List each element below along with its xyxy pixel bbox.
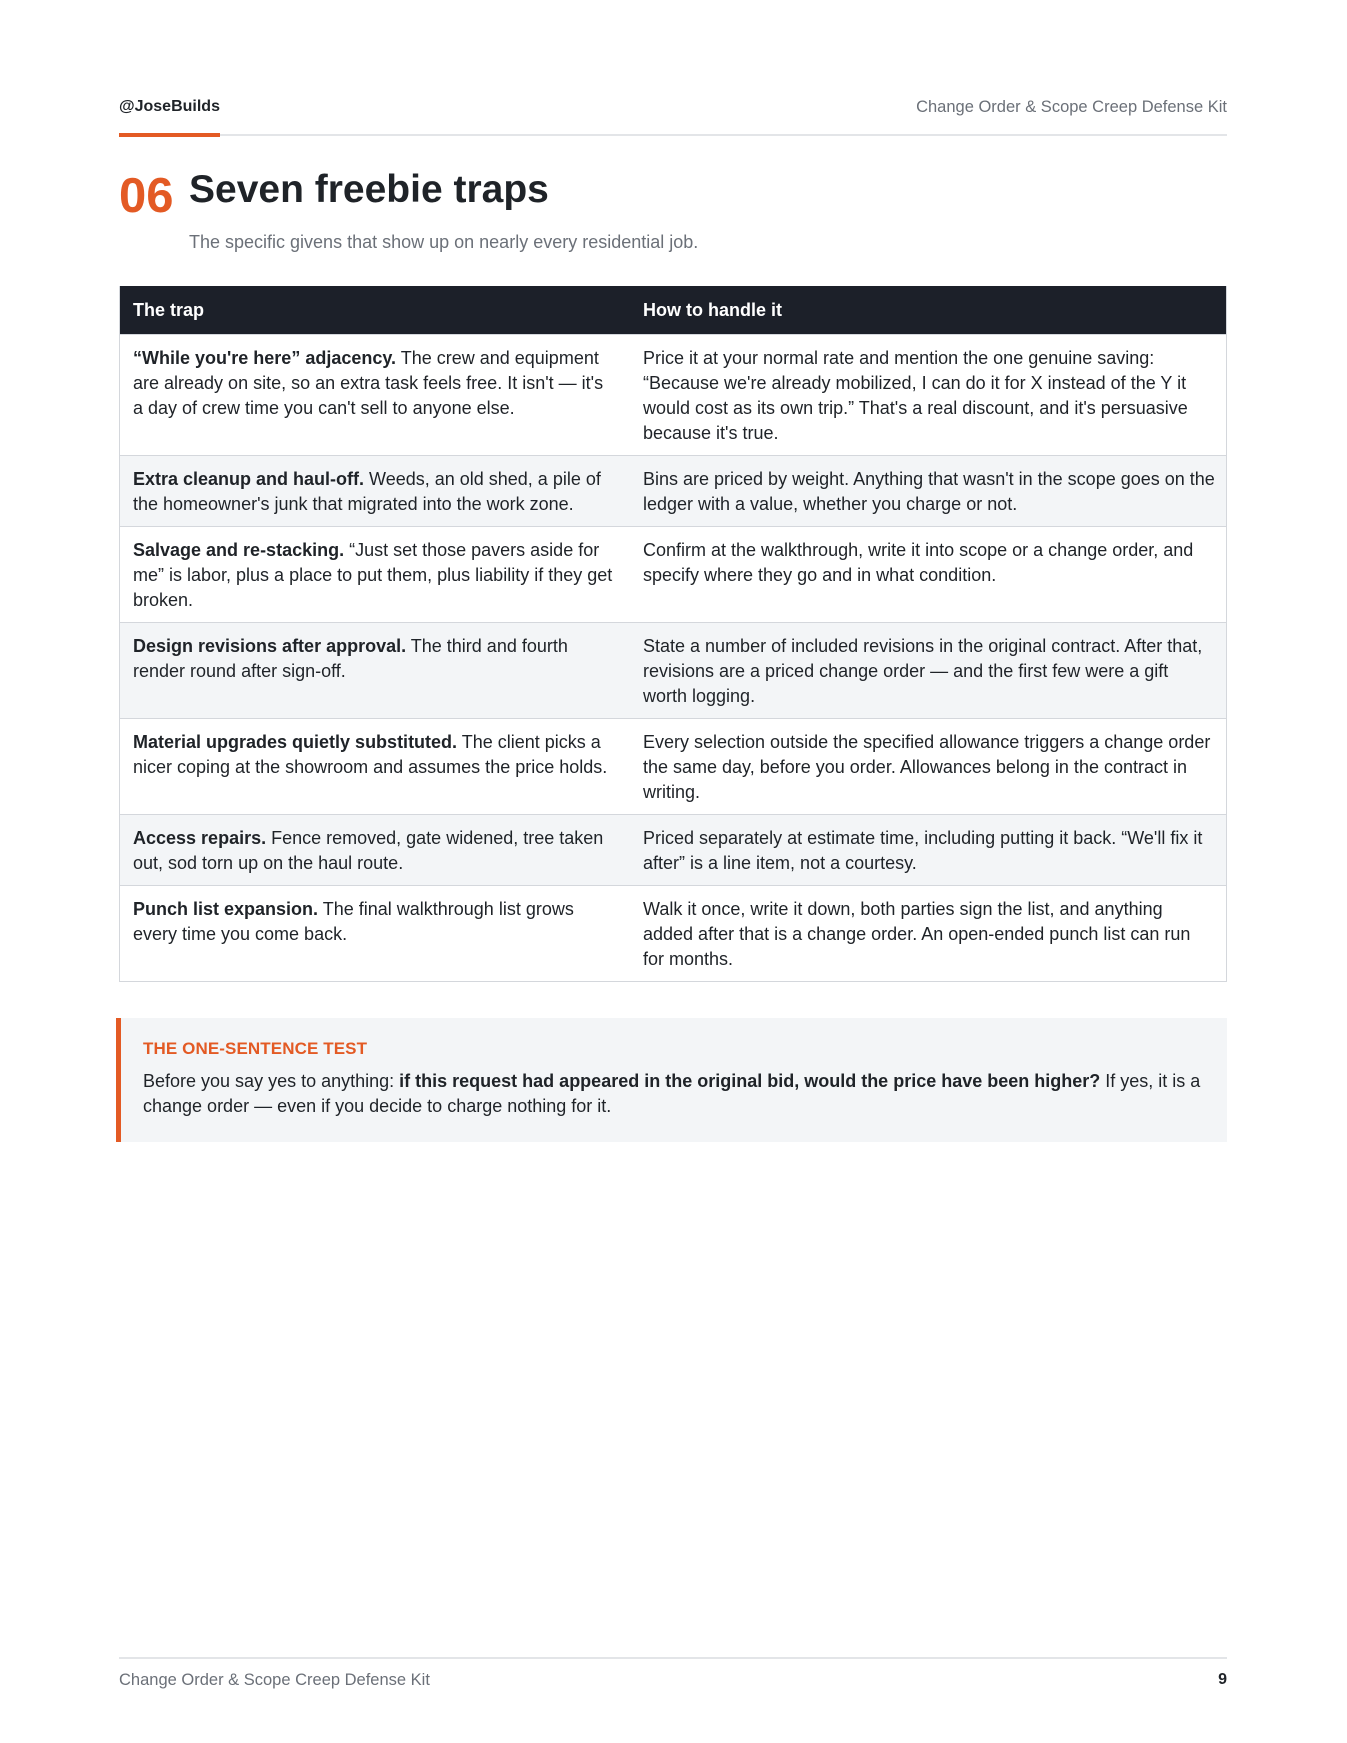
trap-title: Material upgrades quietly substituted.: [133, 732, 458, 752]
section-subtitle: The specific givens that show up on nearly every residential job.: [189, 232, 699, 252]
table-row: [120, 622, 1226, 718]
table-row: [120, 814, 1226, 885]
trap-text: The client picks a nicer coping at the showroom and assumes the price holds.: [133, 732, 608, 777]
trap-title: Salvage and re-stacking.: [133, 540, 345, 560]
trap-cell: [120, 719, 630, 814]
trap-text: The final walkthrough list grows every time you come back.: [133, 899, 574, 944]
handle-cell: Priced separately at estimate time, including putting it back. “We'll fix it after” is a line item, not a courtesy.: [643, 828, 1203, 873]
trap-title: Punch list expansion.: [133, 899, 319, 919]
table-row: [120, 526, 1226, 622]
trap-cell: [120, 815, 630, 885]
trap-title: “While you're here” adjacency.: [133, 348, 397, 368]
callout-outro: If yes, it is a change order — even if you decide to charge nothing for it.: [143, 1071, 1201, 1116]
header-accent-bar: [119, 133, 220, 137]
trap-cell: [120, 623, 630, 718]
table-header: [120, 286, 1226, 334]
trap-cell: [120, 456, 630, 526]
brand-handle: @JoseBuilds: [119, 98, 220, 115]
table-row: [120, 455, 1226, 526]
callout-body: [143, 1069, 1205, 1119]
column-header-handle: How to handle it: [643, 299, 782, 320]
callout-emphasis: if this request had appeared in the original bid, would the price have been higher?: [399, 1071, 1101, 1091]
table-row: [120, 885, 1226, 981]
handle-cell: Every selection outside the specified allowance triggers a change order the same day, before you order. Allowances belong in the contract in writing.: [643, 732, 1211, 802]
footer-doc-title: Change Order & Scope Creep Defense Kit: [119, 1671, 430, 1689]
header-doc-title: Change Order & Scope Creep Defense Kit: [916, 98, 1227, 116]
trap-text: “Just set those pavers aside for me” is labor, plus a place to put them, plus liability if they get broken.: [133, 540, 613, 610]
trap-title: Access repairs.: [133, 828, 267, 848]
trap-text: Weeds, an old shed, a pile of the homeowner's junk that migrated into the work zone.: [133, 469, 601, 514]
page-header: [119, 98, 1227, 136]
handle-cell: Walk it once, write it down, both parties sign the list, and anything added after that is a change order. An open-ended punch list can run for months.: [643, 899, 1191, 969]
trap-title: Extra cleanup and haul-off.: [133, 469, 365, 489]
trap-cell: [120, 335, 630, 455]
trap-title: Design revisions after approval.: [133, 636, 407, 656]
trap-cell: [120, 527, 630, 622]
handle-cell: Bins are priced by weight. Anything that wasn't in the scope goes on the ledger with a value, whether you charge or not.: [643, 469, 1215, 514]
trap-text: The crew and equipment are already on site, so an extra task feels free. It isn't — it's a day of crew time you can't sell to anyone else.: [133, 348, 604, 418]
trap-cell: [120, 886, 630, 981]
callout-intro: Before you say yes to anything:: [143, 1071, 400, 1091]
callout-title: THE ONE-SENTENCE TEST: [143, 1039, 368, 1058]
page-number: 9: [1218, 1671, 1227, 1688]
handle-cell: Confirm at the walkthrough, write it into scope or a change order, and specify where they go and in what condition.: [643, 540, 1194, 585]
section-title: Seven freebie traps: [189, 168, 549, 211]
table-row: [120, 334, 1226, 455]
handle-cell: Price it at your normal rate and mention the one genuine saving: “Because we're already mobilized, I can do it for X instead of the Y it would cost as its own trip.” That's a real discount, and it's persuasive because it's true.: [643, 348, 1188, 443]
section-number: 06: [119, 169, 174, 223]
traps-table: [119, 286, 1227, 982]
trap-text: Fence removed, gate widened, tree taken out, sod torn up on the haul route.: [133, 828, 604, 873]
handle-cell: State a number of included revisions in the original contract. After that, revisions are a priced change order — and the first few were a gift worth logging.: [643, 636, 1203, 706]
trap-text: The third and fourth render round after sign-off.: [133, 636, 568, 681]
page-footer: [119, 1657, 1227, 1699]
one-sentence-test-callout: [116, 1018, 1227, 1142]
column-header-trap: The trap: [133, 299, 205, 320]
table-row: [120, 718, 1226, 814]
